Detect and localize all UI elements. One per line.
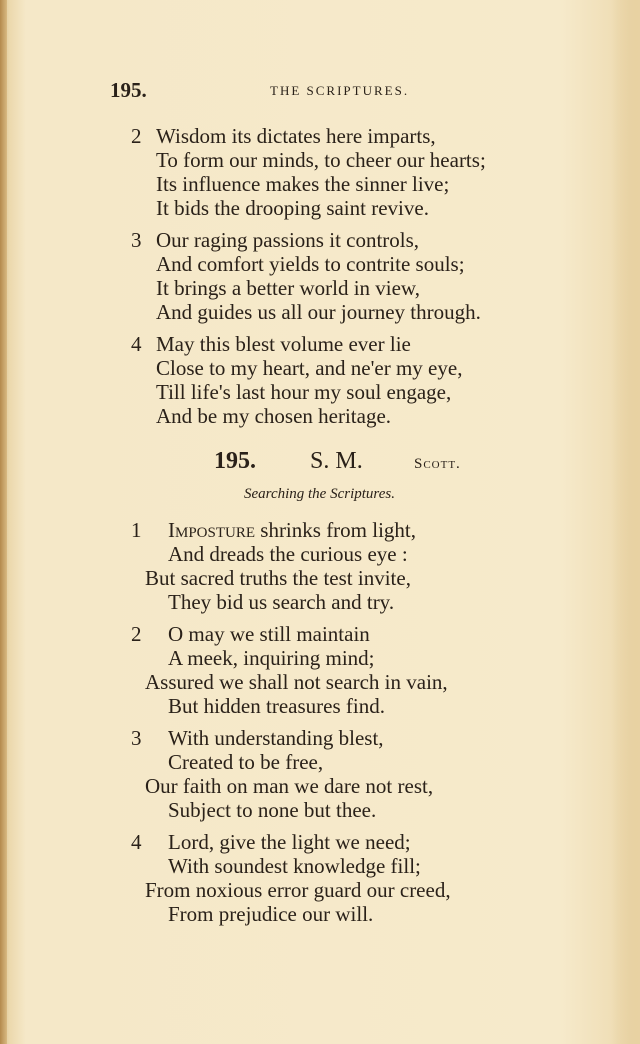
verse-number: 1 [131,518,142,542]
running-title: THE SCRIPTURES. [270,83,410,98]
verse-line: But hidden treasures find. [168,694,385,718]
verse-number: 3 [131,228,142,252]
verse-line: With understanding blest, [168,726,384,750]
verse-line: Subject to none but thee. [168,798,377,822]
hymn-subtitle: Searching the Scriptures. [244,486,395,502]
page-number: 195. [110,78,147,102]
verse-line: O may we still maintain [168,622,370,646]
first-word-smallcaps: Imposture [168,518,256,542]
verse-line: To form our minds, to cheer our hearts; [156,148,486,172]
verse-line: Its influence makes the sinner live; [156,172,450,196]
page-gutter [0,0,7,1044]
verse-line: Assured we shall not search in vain, [145,670,448,694]
verse-line: Created to be free, [168,750,324,774]
verse-line: Our raging passions it controls, [156,228,420,252]
verse-line: Wisdom its dictates here imparts, [156,124,436,148]
verse-line: A meek, inquiring mind; [168,646,375,670]
hymn-heading [214,448,494,480]
verse-line: And dreads the curious eye : [168,542,408,566]
verse-number: 4 [131,830,142,854]
hymn-number: 195. [214,448,256,474]
verse-number: 3 [131,726,142,750]
page-edge [612,0,640,1044]
verse-line: From noxious error guard our creed, [145,878,451,902]
verse-line [168,518,416,542]
hymn-author: Scott. [414,456,461,472]
verse-line: It bids the drooping saint revive. [156,196,429,220]
verse-line: But sacred truths the test invite, [145,566,411,590]
running-head [110,78,530,106]
verse-line: May this blest volume ever lie [156,332,411,356]
verse-line: Till life's last hour my soul engage, [156,380,452,404]
verse-line-rest: shrinks from light, [255,518,417,542]
verse-line: Lord, give the light we need; [168,830,411,854]
verse-line: And guides us all our journey through. [156,300,481,324]
verse-number: 2 [131,124,142,148]
verse-line: And comfort yields to contrite souls; [156,252,465,276]
verse-number: 2 [131,622,142,646]
verse-line: Close to my heart, and ne'er my eye, [156,356,463,380]
verse-line: With soundest knowledge fill; [168,854,421,878]
verse-line: They bid us search and try. [168,590,395,614]
verse-line: It brings a better world in view, [156,276,420,300]
hymn-meter: S. M. [310,448,363,474]
verse-number: 4 [131,332,142,356]
verse-line: From prejudice our will. [168,902,374,926]
verse-line: Our faith on man we dare not rest, [145,774,434,798]
verse-line: And be my chosen heritage. [156,404,392,428]
